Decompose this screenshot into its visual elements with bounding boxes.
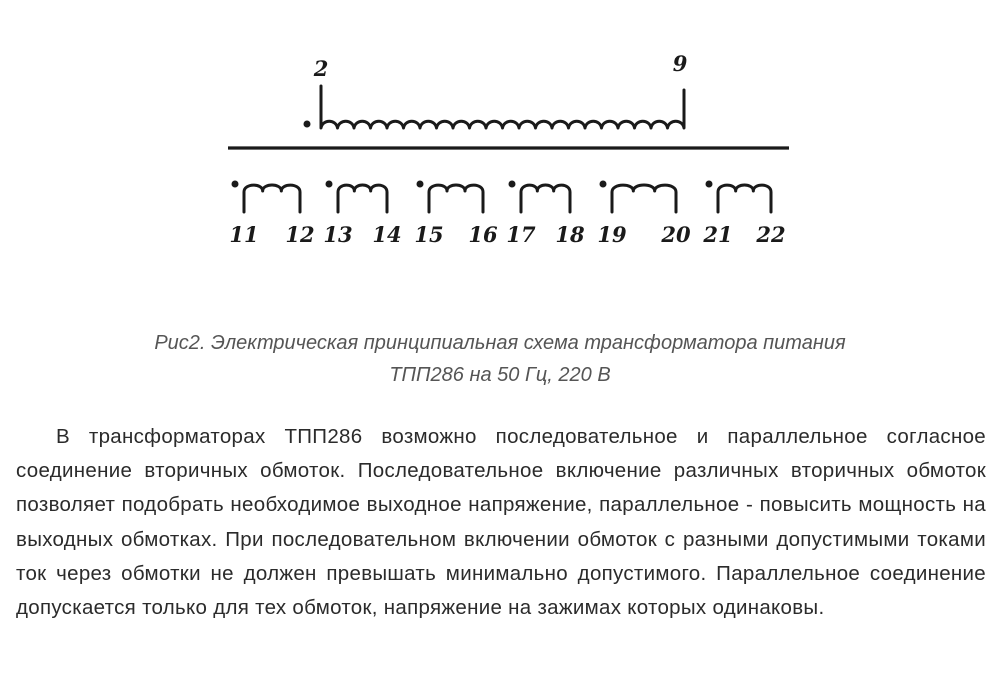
secondary-pin-label-start: 13 (323, 222, 353, 247)
secondary-windings (229, 181, 785, 248)
pin-label-primary-start: 2 (313, 56, 329, 81)
secondary-pin-label-start: 21 (703, 222, 733, 247)
secondary-winding (414, 181, 498, 248)
secondary-polarity-dot (232, 181, 239, 188)
secondary-pin-label-start: 15 (414, 222, 444, 247)
secondary-polarity-dot (706, 181, 713, 188)
secondary-winding (597, 181, 691, 248)
secondary-pin-label-end: 18 (555, 222, 585, 247)
secondary-pin-label-end: 16 (468, 222, 498, 247)
secondary-coil (429, 185, 483, 212)
secondary-pin-label-end: 12 (285, 222, 315, 247)
pin-label-primary-end: 9 (672, 51, 688, 76)
secondary-coil (718, 185, 771, 212)
body-paragraph: В трансформаторах ТПП286 возможно последовательное и параллельное согласное соединение вторичных обмоток. Последовательное включение различных вторичных обмоток позволяет подобрать необходимое выходное напряжение, параллельное - повысить мощность на выходных обмотках. При последовательном включении обмоток с разными допустимыми токами ток через обмотки не должен превышать минимально допустимого. Параллельное соединение допускается только для тех обмоток, напряжение на зажимах которых одинаковы. (16, 425, 986, 620)
primary-dot (304, 121, 311, 128)
secondary-winding (323, 181, 401, 248)
primary-winding (304, 51, 688, 128)
secondary-polarity-dot (509, 181, 516, 188)
figure-caption (0, 327, 1000, 391)
secondary-pin-label-start: 11 (229, 222, 259, 247)
transformer-schematic (0, 0, 1000, 300)
secondary-pin-label-end: 20 (661, 222, 691, 247)
secondary-polarity-dot (417, 181, 424, 188)
secondary-polarity-dot (600, 181, 607, 188)
primary-coil (321, 86, 684, 128)
secondary-coil (244, 185, 300, 212)
caption-line-2: ТПП286 на 50 Гц, 220 В (389, 364, 611, 386)
secondary-coil (612, 185, 676, 212)
secondary-coil (521, 185, 570, 212)
secondary-pin-label-start: 17 (506, 222, 536, 247)
secondary-pin-label-end: 22 (756, 222, 786, 247)
secondary-pin-label-end: 14 (372, 222, 402, 247)
secondary-winding (702, 181, 785, 248)
secondary-pin-label-start: 19 (597, 222, 627, 247)
caption-line-1: Рис2. Электрическая принципиальная схема трансформатора питания (154, 332, 846, 354)
secondary-winding (229, 181, 314, 248)
secondary-polarity-dot (326, 181, 333, 188)
secondary-coil (338, 185, 387, 212)
secondary-winding (506, 181, 585, 248)
